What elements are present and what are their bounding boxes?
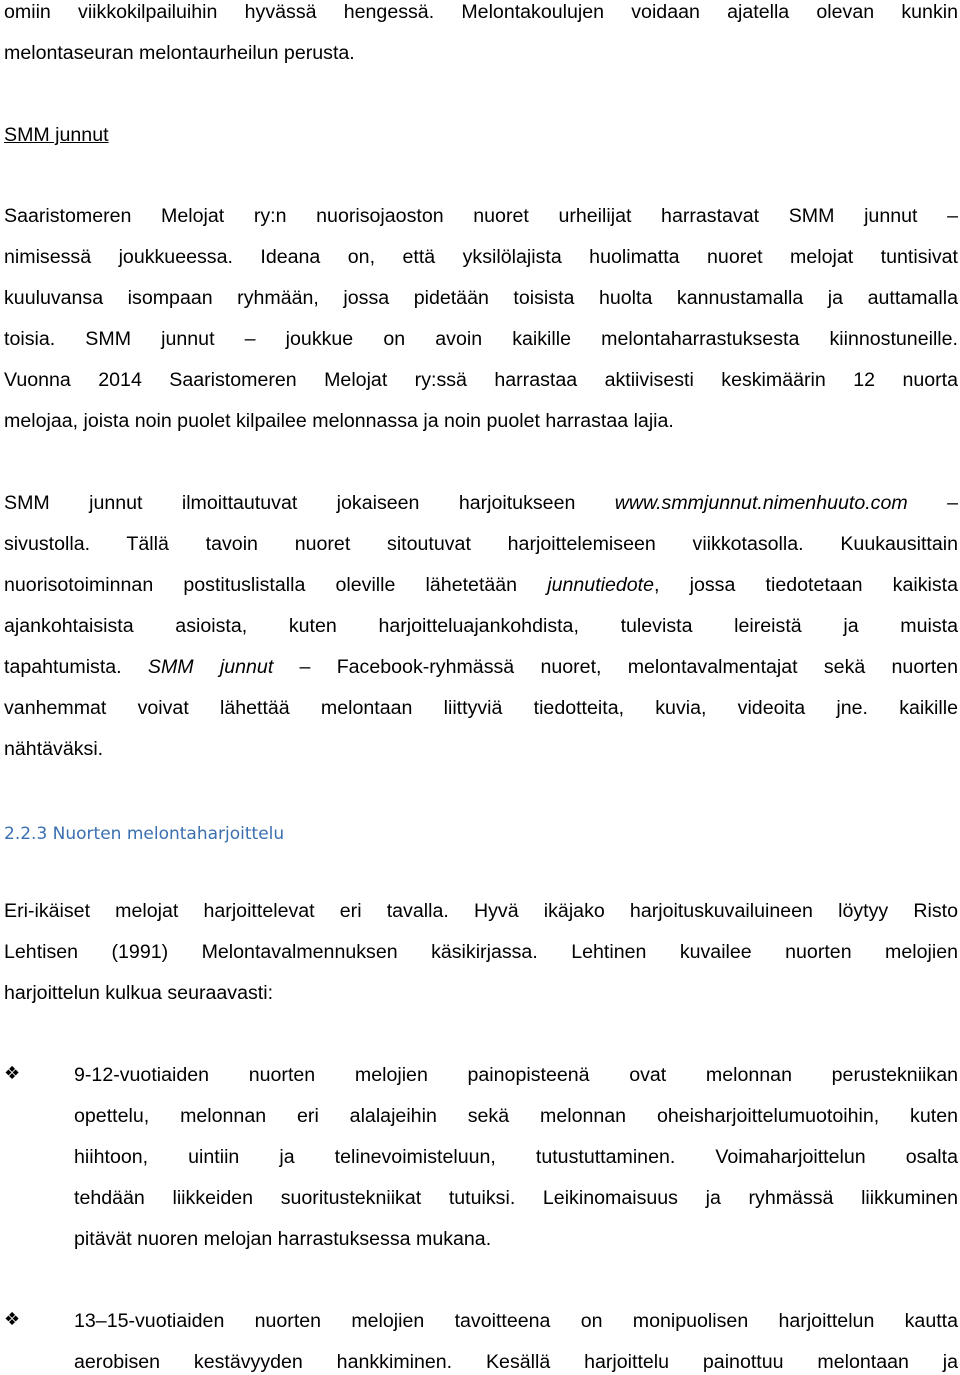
bullet-1-line: pitävät nuoren melojan harrastuksessa mukana.	[74, 1228, 492, 1250]
bullet-1-line: opettelu, melonnan eri alalajeihin sekä melonnan oheisharjoittelumuotoihin, kuten	[74, 1105, 958, 1127]
smm-p2-l5-rest: – Facebook-ryhmässä nuoret, melontavalmentajat sekä nuorten	[299, 656, 958, 678]
bullet-1-line: 9-12-vuotiaiden nuorten melojien painopisteenä ovat melonnan perustekniikan	[74, 1064, 958, 1086]
smm-p2-line-7: nähtäväksi.	[4, 738, 104, 760]
nimenhuuto-url[interactable]: www.smmjunnut.nimenhuuto.com	[614, 492, 908, 514]
s223-p1-line: Eri-ikäiset melojat harjoittelevat eri tavalla. Hyvä ikäjako harjoituskuvailuineen löytyy Risto	[4, 900, 958, 922]
smm-p2-line-6: vanhemmat voivat lähettää melontaan liittyviä tiedotteita, kuvia, videoita jne. kaikille	[4, 697, 958, 719]
smm-junnut-facebook-term: SMM junnut	[147, 656, 274, 678]
smm-p1-line: melojaa, joista noin puolet kilpailee melonnassa ja noin puolet harrastaa lajia.	[4, 410, 674, 432]
diamond-bullet-icon: ❖	[4, 1063, 21, 1084]
smm-p2-l1-text: SMM junnut ilmoittautuvat jokaiseen harjoitukseen	[4, 492, 576, 514]
smm-p2-l3-rest: , jossa tiedotetaan kaikista	[654, 574, 958, 596]
diamond-bullet-icon: ❖	[4, 1309, 21, 1330]
smm-p1-line: Saaristomeren Melojat ry:n nuorisojaoston nuoret urheilijat harrastavat SMM junnut –	[4, 205, 958, 227]
junnutiedote-term: junnutiedote	[547, 574, 655, 596]
s223-p1-line: harjoittelun kulkua seuraavasti:	[4, 982, 274, 1004]
bullet-2-line: 13–15-vuotiaiden nuorten melojien tavoitteena on monipuolisen harjoittelun kautta	[74, 1310, 958, 1332]
smm-p1-line: Vuonna 2014 Saaristomeren Melojat ry:ssä harrastaa aktiivisesti keskimäärin 12 nuorta	[4, 369, 958, 391]
smm-p2-line-1	[4, 491, 958, 515]
section-heading-2-2-3: 2.2.3 Nuorten melontaharjoittelu	[4, 824, 285, 844]
smm-junnut-heading-text: SMM junnut	[4, 124, 109, 146]
smm-p2-line-5	[4, 655, 958, 679]
smm-p2-l1-dash: –	[947, 492, 958, 514]
bullet-1-line: tehdään liikkeiden suoritustekniikat tutuiksi. Leikinomaisuus ja ryhmässä liikkuminen	[74, 1187, 958, 1209]
smm-p2-line-4: ajankohtaisista asioista, kuten harjoitteluajankohdista, tulevista leireistä ja muista	[4, 615, 958, 637]
intro-line-2: melontaseuran melontaurheilun perusta.	[4, 42, 355, 64]
smm-p2-l5-text: tapahtumista.	[4, 656, 122, 678]
section-heading-smm-junnut	[4, 123, 109, 147]
smm-p1-line: toisia. SMM junnut – joukkue on avoin kaikille melontaharrastuksesta kiinnostuneille.	[4, 328, 958, 350]
s223-p1-line: Lehtisen (1991) Melontavalmennuksen käsikirjassa. Lehtinen kuvailee nuorten melojien	[4, 941, 958, 963]
smm-p2-l3-text: nuorisotoiminnan postituslistalla oleville lähetetään	[4, 574, 518, 596]
bullet-1-line: hiihtoon, uintiin ja telinevoimisteluun, tutustuttaminen. Voimaharjoittelun osalta	[74, 1146, 958, 1168]
bullet-2-line: aerobisen kestävyyden hankkiminen. Kesällä harjoittelu painottuu melontaan ja	[74, 1351, 958, 1373]
smm-p1-line: kuuluvansa isompaan ryhmään, jossa pidetään toisista huolta kannustamalla ja auttamalla	[4, 287, 958, 309]
smm-p2-line-2: sivustolla. Tällä tavoin nuoret sitoutuvat harjoittelemiseen viikkotasolla. Kuukausittain	[4, 533, 958, 555]
intro-line-1: omiin viikkokilpailuihin hyvässä hengessä. Melontakoulujen voidaan ajatella olevan kunkin	[4, 1, 958, 23]
smm-p1-line: nimisessä joukkueessa. Ideana on, että yksilölajista huolimatta nuoret melojat tuntisivat	[4, 246, 958, 268]
smm-p2-line-3	[4, 573, 958, 597]
